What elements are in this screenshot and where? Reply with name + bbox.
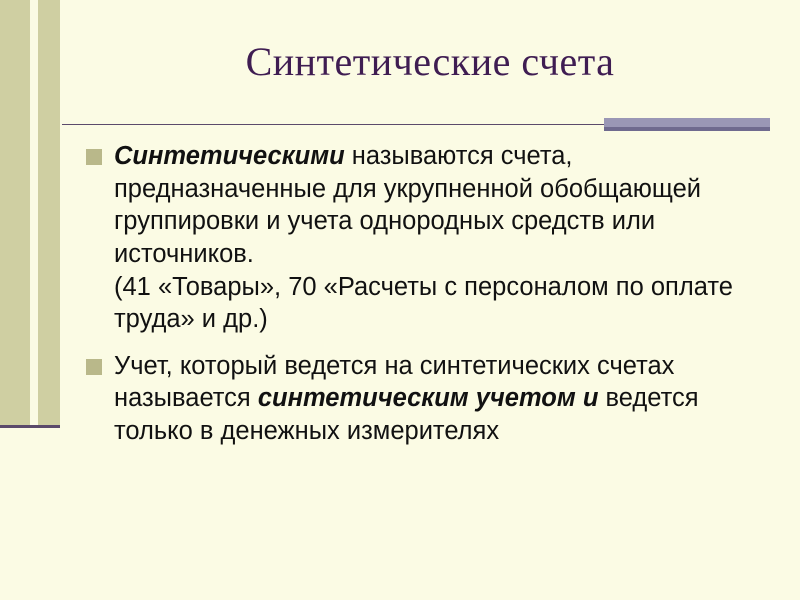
- bullet-2-lead: Учет, который ведется на синтетических счетах называется: [114, 351, 675, 413]
- bullet-2-emphasis: синтетическим учетом и: [257, 384, 599, 413]
- title-accent-bar-shadow: [604, 127, 770, 131]
- bullet-2-tail: ведется только в денежных измерителях: [114, 384, 699, 445]
- left-band-divider-line: [0, 425, 60, 428]
- title-accent-bar: [604, 118, 770, 127]
- bullet-1-parenthetical: (41 «Товары», 70 «Расчеты с персоналом по оплате труда» и др.): [114, 272, 733, 334]
- list-item: [86, 140, 766, 336]
- slide-body: [86, 140, 766, 458]
- bullet-1-body: называются счета, предназначенные для укрупненной обобщающей группировки и учета однородных средств или источников.: [114, 142, 702, 268]
- square-bullet-icon: [86, 359, 102, 375]
- page-title: Синтетические счета: [245, 39, 615, 84]
- bullet-1-emphasis-1: Синтетическими: [114, 142, 352, 170]
- list-item: [86, 350, 766, 448]
- bullet-text-1: [114, 140, 766, 336]
- left-band-lower: [0, 428, 60, 600]
- bullet-text-2: [114, 350, 766, 448]
- square-bullet-icon: [86, 149, 102, 165]
